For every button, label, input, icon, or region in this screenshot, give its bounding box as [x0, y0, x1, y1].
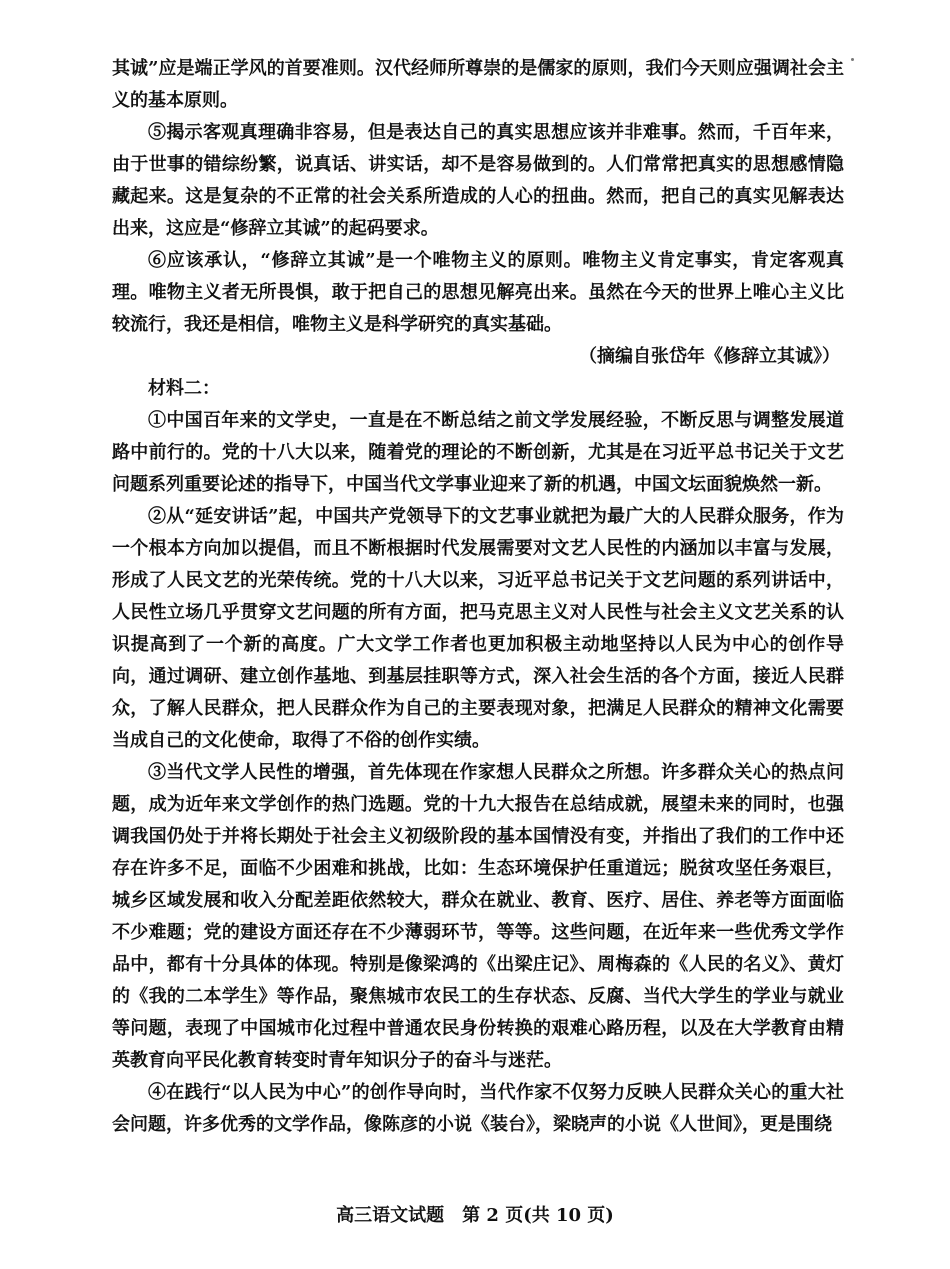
paragraph-5: ⑤揭示客观真理确非容易，但是表达自己的真实思想应该并非难事。然而，千百年来，由于世事的错综纷繁，说真话、讲实话，却不是容易做到的。人们常常把真实的思想感情隐藏起来。这是复杂的不正常的社会关系所造成的人心的扭曲。然而，把自己的真实见解表达出来，这应是“修辞立其诚”的起码要求。 [112, 122, 844, 239]
material-two-paragraph-2: ②从“延安讲话”起，中国共产党领导下的文艺事业就把为最广大的人民群众服务，作为一个根本方向加以提倡，而且不断根据时代发展需要对文艺人民性的内涵加以丰富与发展，形成了人民文艺的光荣传统。党的十八大以来，习近平总书记关于文艺问题的系列讲话中，人民性立场几乎贯穿文艺问题的所有方面，把马克思主义对人民性与社会主义文艺关系的认识提高到了一个新的高度。广大文学工作者也更加积极主动地坚持以人民为中心的创作导向，通过调研、建立创作基地、到基层挂职等方式，深入社会生活的各个方面，接近人民群众，了解人民群众，把人民群众作为自己的主要表现对象，把满足人民群众的精神文化需要当成自己的文化使命，取得了不俗的创作实绩。 [112, 506, 844, 751]
source-citation: （摘编自张岱年《修辞立其诚》） [579, 346, 840, 367]
document-page [112, 53, 844, 1213]
scan-speck [851, 58, 854, 61]
paragraph-6: ⑥应该承认，“修辞立其诚”是一个唯物主义的原则。唯物主义肯定事实，肯定客观真理。唯物主义者无所畏惧，敢于把自己的思想见解亮出来。虽然在今天的世界上唯心主义比较流行，我还是相信，唯物主义是科学研究的真实基础。 [112, 250, 844, 335]
material-two-heading: 材料二： [148, 378, 220, 399]
page-footer: 高三语文试题 第 2 页(共 10 页) [336, 1205, 614, 1226]
paragraph-continuation: 其诚”应是端正学风的首要准则。汉代经师所尊崇的是儒家的原则，我们今天则应强调社会主义的基本原则。 [112, 58, 844, 111]
material-two-paragraph-4: ④在践行“以人民为中心”的创作导向时，当代作家不仅努力反映人民群众关心的重大社会问题，许多优秀的文学作品，像陈彦的小说《装台》，梁晓声的小说《人世间》，更是围绕 [112, 1082, 844, 1135]
material-two-paragraph-1: ①中国百年来的文学史，一直是在不断总结之前文学发展经验，不断反思与调整发展道路中前行的。党的十八大以来，随着党的理论的不断创新，尤其是在习近平总书记关于文艺问题系列重要论述的指导下，中国当代文学事业迎来了新的机遇，中国文坛面貌焕然一新。 [112, 410, 844, 495]
material-two-paragraph-3: ③当代文学人民性的增强，首先体现在作家想人民群众之所想。许多群众关心的热点问题，成为近年来文学创作的热门选题。党的十九大报告在总结成就，展望未来的同时，也强调我国仍处于并将长期处于社会主义初级阶段的基本国情没有变，并指出了我们的工作中还存在许多不足，面临不少困难和挑战，比如：生态环境保护任重道远；脱贫攻坚任务艰巨，城乡区域发展和收入分配差距依然较大，群众在就业、教育、医疗、居住、养老等方面面临不少难题；党的建设方面还存在不少薄弱环节，等等。这些问题，在近年来一些优秀文学作品中，都有十分具体的体现。特别是像梁鸿的《出梁庄记》、周梅森的《人民的名义》、黄灯的《我的二本学生》等作品，聚焦城市农民工的生存状态、反腐、当代大学生的学业与就业等问题，表现了中国城市化过程中普通农民身份转换的艰难心路历程，以及在大学教育由精英教育向平民化教育转变时青年知识分子的奋斗与迷茫。 [112, 762, 844, 1071]
